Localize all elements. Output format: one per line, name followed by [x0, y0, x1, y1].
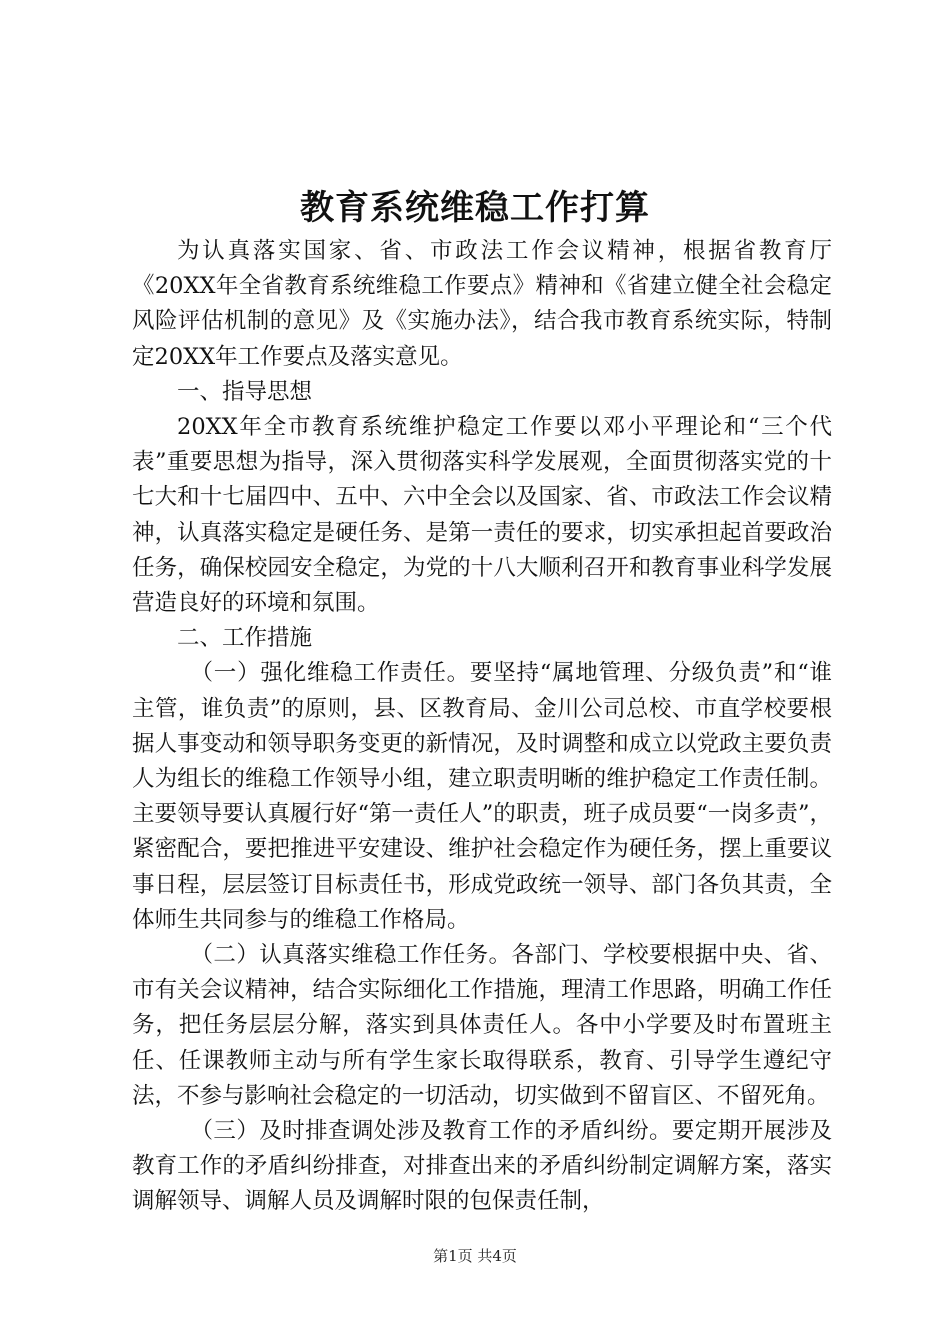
- document-title: 教育系统维稳工作打算: [300, 188, 650, 228]
- paragraph-guiding-thought: 20XX年全市教育系统维护稳定工作要以邓小平理论和“三个代表”重要思想为指导，深入贯彻落实科学发展观，全面贯彻落实党的十七大和十七届四中、五中、六中全会以及国家、省、市政法工作会议精神，认真落实稳定是硬任务、是第一责任的要求，切实承担起首要政治任务，确保校园安全稳定，为党的十八大顺利召开和教育事业科学发展营造良好的环境和氛围。: [132, 414, 832, 617]
- paragraph-intro: 为认真落实国家、省、市政法工作会议精神，根据省教育厅《20XX年全省教育系统维稳工作要点》精神和《省建立健全社会稳定风险评估机制的意见》及《实施办法》，结合我市教育系统实际，特制定20XX年工作要点及落实意见。: [132, 238, 832, 370]
- paragraph-measure-3: （三）及时排查调处涉及教育工作的矛盾纠纷。要定期开展涉及教育工作的矛盾纠纷排查，对排查出来的矛盾纠纷制定调解方案，落实调解领导、调解人员及调解时限的包保责任制，: [132, 1118, 832, 1215]
- paragraph-measure-1: （一）强化维稳工作责任。要坚持“属地管理、分级负责”和“谁主管，谁负责”的原则，县、区教育局、金川公司总校、市直学校要根据人事变动和领导职务变更的新情况，及时调整和成立以党政主要负责人为组长的维稳工作领导小组，建立职责明晰的维护稳定工作责任制。主要领导要认真履行好“第一责任人”的职责，班子成员要“一岗多责”，紧密配合，要把推进平安建设、维护社会稳定作为硬任务，摆上重要议事日程，层层签订目标责任书，形成党政统一领导、部门各负其责，全体师生共同参与的维稳工作格局。: [132, 660, 832, 933]
- page-footer: 第1页 共4页: [433, 1247, 517, 1265]
- section-heading-measures: 二、工作措施: [177, 625, 313, 652]
- section-heading-guiding-thought: 一、指导思想: [177, 378, 313, 405]
- document-body: [132, 234, 832, 1220]
- paragraph-measure-2: （二）认真落实维稳工作任务。各部门、学校要根据中央、省、市有关会议精神，结合实际细化工作措施，理清工作思路，明确工作任务，把任务层层分解，落实到具体责任人。各中小学要及时布置班主任、任课教师主动与所有学生家长取得联系，教育、引导学生遵纪守法，不参与影响社会稳定的一切活动，切实做到不留盲区、不留死角。: [132, 942, 832, 1109]
